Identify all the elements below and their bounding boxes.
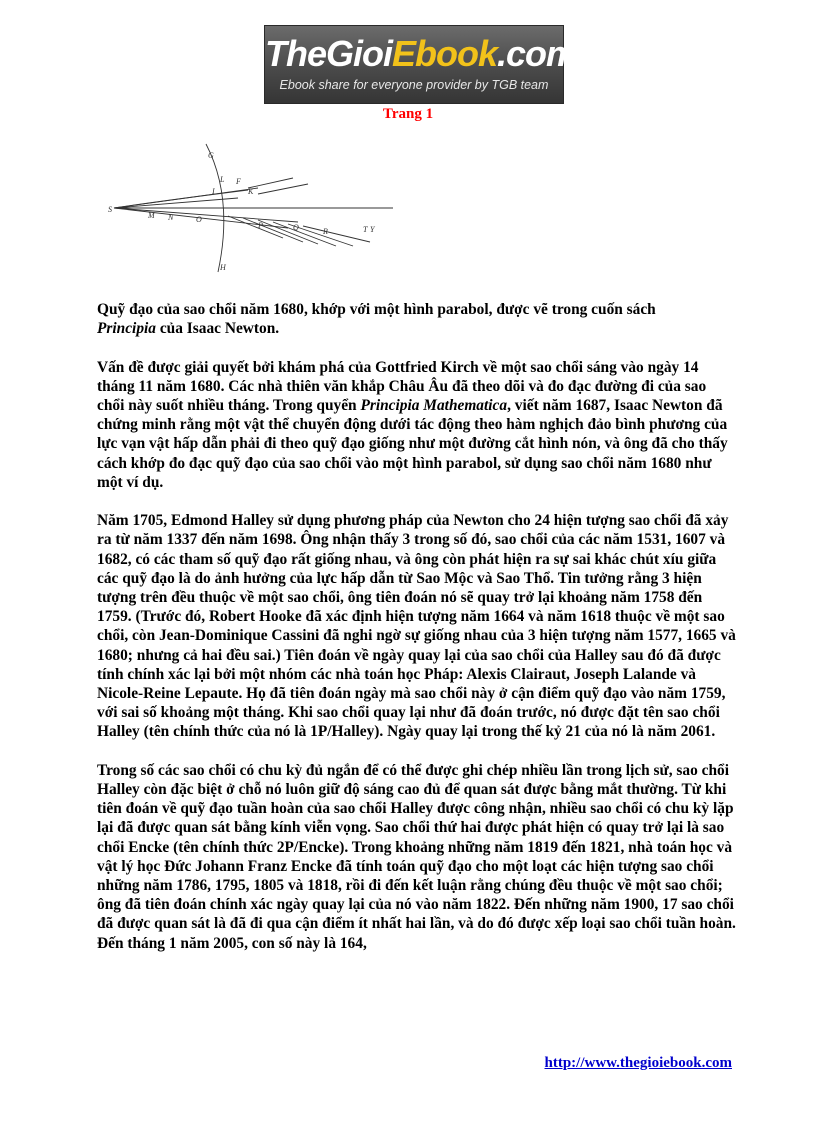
label-n: N [168, 213, 174, 222]
label-q: Q [293, 223, 299, 232]
paragraph-2: Năm 1705, Edmond Halley sử dụng phương pháp của Newton cho 24 hiện tượng sao chổi đã xảy ra từ năm 1337 đến năm 1698. Ông nhận thấy 3 trong số đó, sao chổi của các năm 1531, 1607 và 1682, có các tham số quỹ đạo rất giống nhau, và ông còn phát hiện ra sự sai khác chút xíu giữa các quỹ đạo là do ảnh hưởng của lực hấp dẫn từ Sao Mộc và Sao Thổ. Tin tưởng rằng 3 hiện tượng trên đều thuộc về một sao chổi, ông tiên đoán nó sẽ quay trở lại khoảng năm 1758 đến 1759. (Trước đó, Robert Hooke đã xác định hiện tượng năm 1664 và năm 1618 thuộc về một sao chổi, còn Jean-Dominique Cassini đã nghi ngờ sự giống nhau của 3 hiện tượng năm 1577, 1665 và 1680; nhưng cả hai đều sai.) Tiên đoán về ngày quay lại của sao chổi của Halley sau đó đã được tính chính xác lại bởi một nhóm các nhà toán học Pháp: Alexis Clairaut, Joseph Lalande và Nicole-Reine Lepaute. Họ đã tiên đoán ngày mà sao chổi này ở cận điểm quỹ đạo vào năm 1759, với sai số khoảng một tháng. Khi sao chổi quay lại như đã đoán trước, nó được đặt tên sao chổi Halley (tên chính thức của nó là 1P/Halley). Ngày quay lại trong thế kỷ 21 của nó là năm 2061. [97, 512, 736, 741]
label-f: F [236, 177, 241, 186]
comet-orbit-diagram [108, 138, 398, 278]
label-l: L [220, 175, 225, 184]
label-t: T [363, 225, 368, 234]
logo-tagline: Ebook share for everyone provider by TGB team [279, 78, 549, 92]
website-link[interactable]: http://www.thegioiebook.com [544, 1055, 732, 1071]
label-g: G [208, 151, 214, 160]
label-o: O [196, 215, 202, 224]
label-i: I [212, 187, 215, 196]
site-logo-banner[interactable] [264, 25, 578, 104]
paragraph-1: Vấn đề được giải quyết bởi khám phá của Gottfried Kirch về một sao chổi sáng vào ngày 14 tháng 11 năm 1680. Các nhà thiên văn khắp Châu Âu đã theo dõi và đo đạc đường đi của sao chổi này suốt nhiều tháng. Trong quyển Principia Mathematica, viết năm 1687, Isaac Newton đã chứng minh rằng một vật thể chuyển động dưới tác động theo hàm nghịch đảo bình phương của lực vạn vật hấp dẫn phải đi theo quỹ đạo giống như một đường cắt hình nón, và ông đã cho thấy cách khớp đo đạc quỹ đạo của sao chổi vào một hình parabol, sử dụng sao chổi năm 1680 như một ví dụ. [97, 358, 728, 491]
page-number: Trang 1 [382, 106, 434, 122]
label-k: K [248, 187, 254, 196]
label-r: R [323, 227, 328, 236]
label-p: P [258, 221, 263, 230]
label-h: H [220, 263, 226, 272]
paragraph-3: Trong số các sao chổi có chu kỳ đủ ngắn để có thể được ghi chép nhiều lần trong lịch sử, sao chổi Halley còn đặc biệt ở chỗ nó luôn giữ độ sáng cao đủ để quan sát được bằng mắt thường. Từ khi tiên đoán về quỹ đạo tuần hoàn của sao chổi Halley được công nhận, nhiều sao chổi có chu kỳ lặp lại đã được quan sát bằng kính viễn vọng. Sao chổi thứ hai được phát hiện có quay trở lại là sao chổi Encke (tên chính thức 2P/Encke). Trong khoảng những năm 1819 đến 1821, nhà toán học và vật lý học Đức Johann Franz Encke đã tính toán quỹ đạo cho một loạt các hiện tượng sao chổi những năm 1786, 1795, 1805 và 1818, rồi đi đến kết luận rằng chúng đều thuộc về một sao chổi; ông đã tiên đoán chính xác ngày quay lại của nó vào năm 1822. Đến những năm 1900, 17 sao chổi đã được quan sát là đã đi qua cận điểm ít nhất hai lần, và do đó được xếp loại sao chổi tuần hoàn. Đến tháng 1 năm 2005, con số này là 164, [97, 761, 736, 952]
figure-caption: Quỹ đạo của sao chổi năm 1680, khớp với một hình parabol, được vẽ trong cuốn sách Principia của Isaac Newton. [97, 301, 656, 338]
document-body [97, 300, 737, 972]
logo-text: TheGioiEbook.com [265, 33, 578, 74]
label-m: M [148, 211, 155, 220]
label-s: S [108, 205, 112, 214]
label-y: Y [370, 225, 375, 234]
